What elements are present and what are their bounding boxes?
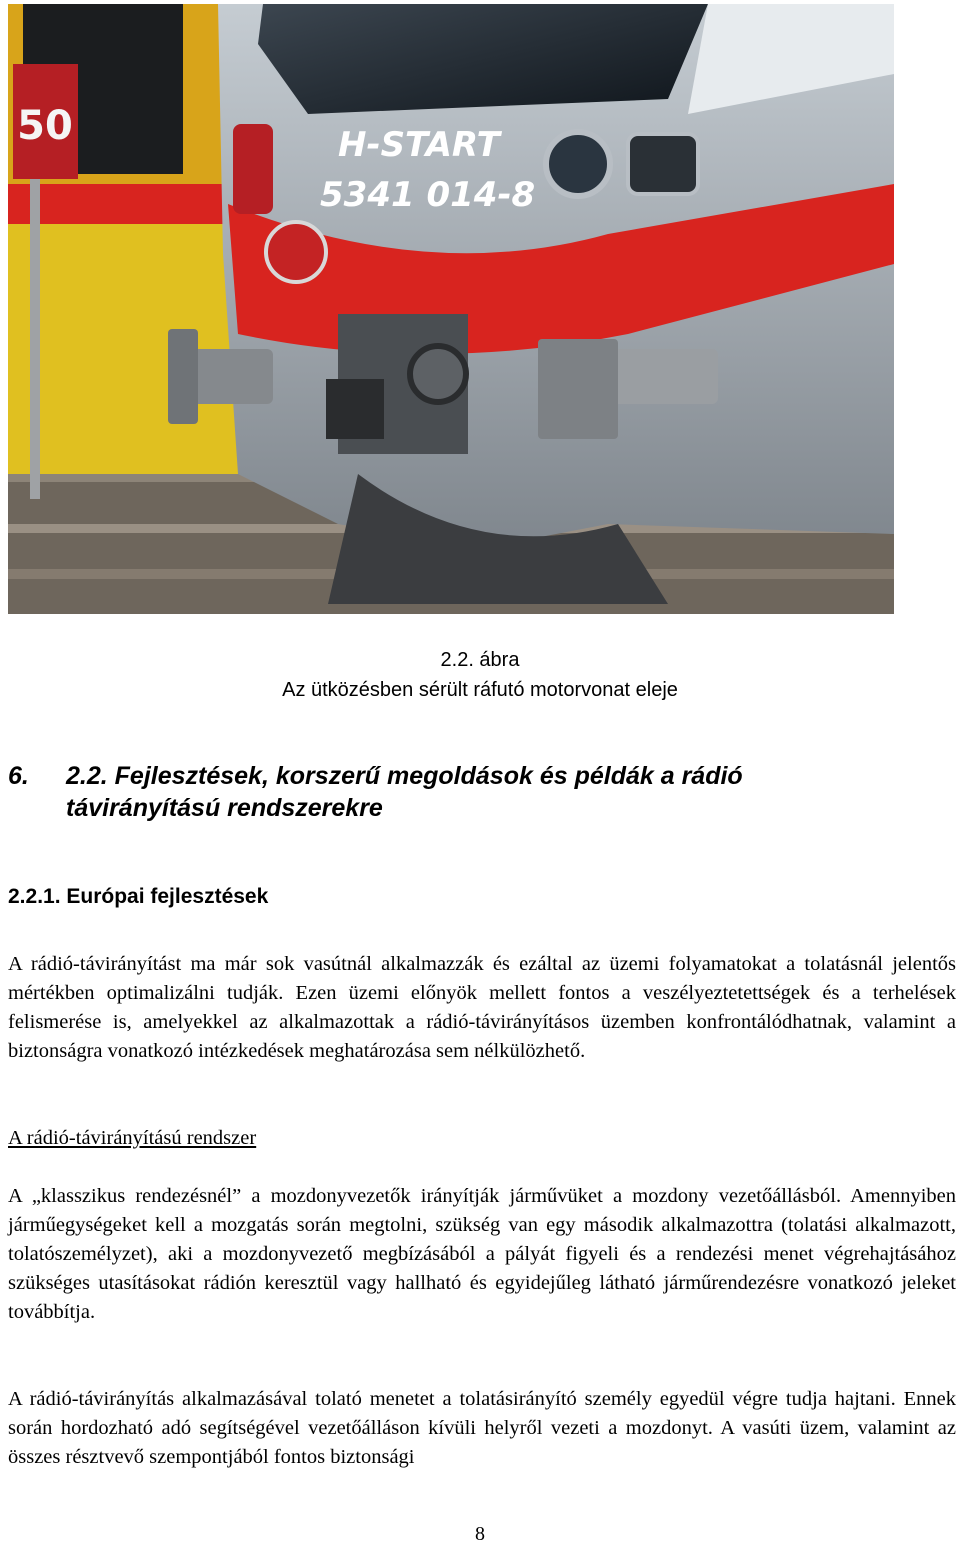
section-heading bbox=[8, 760, 938, 824]
section-title-line1: 2.2. Fejlesztések, korszerű megoldások és példák a rádió bbox=[66, 762, 743, 790]
paragraph-remote: A rádió-távirányítás alkalmazásával tolató menetet a tolatásirányító személy egyedül végre tudja hajtani. Ennek során hordozható adó segítségével vezetőálláson kívüli helyről vezeti a mozdonyt. A vasúti üzem, valamint az összes résztvevő szempontjából fontos biztonsági bbox=[8, 1388, 956, 1468]
section-title-line2: távirányítású rendszerekre bbox=[66, 794, 383, 822]
figure-caption: Az ütközésben sérült ráfutó motorvonat eleje bbox=[282, 679, 678, 701]
paragraph-classic: A „klasszikus rendezésnél” a mozdonyvezetők irányítják járművüket a mozdony vezetőállásból. Amennyiben járműegységeket kell a mozgatás során megtolni, szükség van egy második alkalmazottra (tolatási alkalmazott, tolatószemélyzet), aki a mozdonyvezető megbízásából a pályát figyeli és a rendezési menet végrehajtásához szükséges utasításokat rádión keresztül vagy hallható és egyidejűleg látható járműrendezésre vonatkozó jeleket továbbítja. bbox=[8, 1185, 956, 1323]
page-number: 8 bbox=[475, 1523, 485, 1545]
subsection-heading: 2.2.1. Európai fejlesztések bbox=[8, 885, 269, 908]
system-heading: A rádió-távirányítású rendszer bbox=[8, 1127, 257, 1149]
figure-number: 2.2. ábra bbox=[440, 649, 520, 671]
paragraph-intro: A rádió-távirányítást ma már sok vasútnál alkalmazzák és ezáltal az üzemi folyamatokat a tolatásnál jelentős mértékben optimalizálni tudják. Ezen üzemi előnyök mellett fontos a veszélyeztetettségek és a terhelések felismerése is, amelyekkel az alkalmazottak a rádió-távirányításos üzemben konfrontálódhatnak, valamint a biztonságra vonatkozó intézkedések meghatározása sem nélkülözhető. bbox=[8, 953, 956, 1062]
train-collision-photo bbox=[8, 4, 894, 614]
train-number-text: 5341 014-8 bbox=[320, 175, 536, 215]
section-number: 6. bbox=[8, 762, 29, 790]
speed-sign-text: 50 bbox=[17, 103, 73, 149]
train-name-text: H-START bbox=[338, 125, 500, 165]
